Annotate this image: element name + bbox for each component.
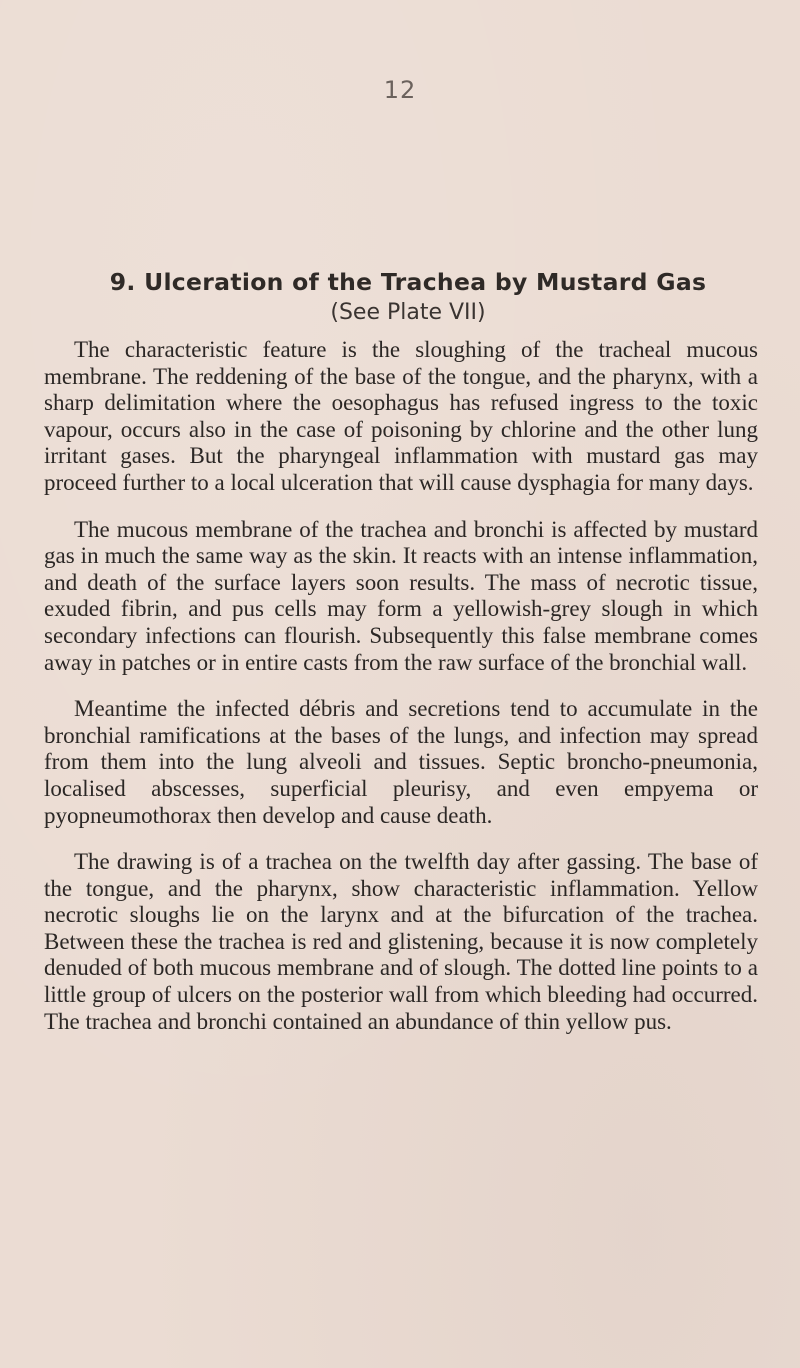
body-text [44,337,758,1035]
paragraph: The mucous membrane of the trachea and bronchi is affected by mustard gas in much the same way as the skin. It reacts with an intense inflammation, and death of the surface layers soon results. The mass of necrotic tissue, exuded fibrin, and pus cells may form a yellowish-grey slough in which secondary infections can flourish. Subsequently this false membrane comes away in patches or in entire casts from the raw surface of the bronchial wall. [44,516,758,675]
paragraph: The characteristic feature is the sloughing of the tracheal mucous membrane. The reddening of the base of the tongue, and the pharynx, with a sharp delimitation where the oesophagus has refused ingress to the toxic vapour, occurs also in the case of poisoning by chlorine and the other lung irritant gases. But the pharyngeal inflammation with mustard gas may proceed further to a local ulceration that will cause dysphagia for many days. [44,337,758,495]
paragraph: The drawing is of a trachea on the twelfth day after gassing. The base of the tongue, and the pharynx, show characteristic inflammation. Yellow necrotic sloughs lie on the larynx and at the bifurcation of the trachea. Between these the trachea is red and glistening, because it is now completely denuded of both mucous membrane and of slough. The dotted line points to a little group of ulcers on the posterior wall from which bleeding had occurred. The trachea and bronchi contained an abundance of thin yellow pus. [44,849,758,1034]
page-number: 12 [383,76,417,104]
section-subheading: (See Plate VII) [330,300,486,325]
section-heading: 9. Ulceration of the Trachea by Mustard Gas [109,268,707,296]
paragraph: Meantime the infected débris and secretions tend to accumulate in the bronchial ramifications at the bases of the lungs, and infection may spread from them into the lung alveoli and tissues. Septic broncho-pneumonia, localised abscesses, superficial pleurisy, and even empyema or pyopneumothorax then develop and cause death. [44,696,758,828]
